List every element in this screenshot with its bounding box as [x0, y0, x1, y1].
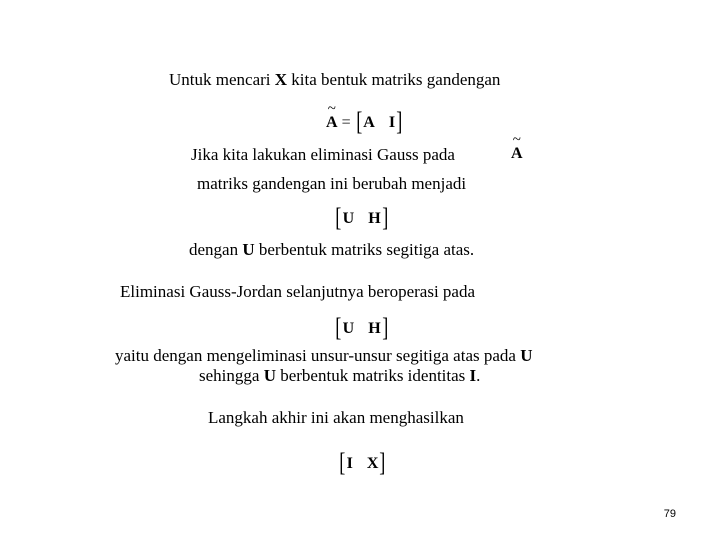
equation-u-h: [334, 203, 389, 233]
a-tilde-symbol: ~ A: [511, 145, 523, 163]
text-segment: Untuk mencari: [169, 70, 275, 89]
left-bracket: [: [355, 107, 362, 136]
equation-i-x: [338, 448, 387, 478]
matrix-entry: I: [388, 114, 396, 131]
text-segment: kita bentuk matriks gandengan: [287, 70, 501, 89]
matrix-u-symbol: U: [520, 346, 533, 365]
text-segment: yaitu dengan mengeliminasi unsur-unsur segitiga atas pada: [115, 346, 521, 365]
right-bracket: ]: [379, 448, 386, 477]
matrix-entry: A: [363, 114, 375, 131]
right-bracket: ]: [381, 313, 389, 342]
text-line-7: [199, 366, 480, 386]
text-segment: sehingga: [199, 366, 264, 385]
inline-a-tilde: [511, 145, 523, 163]
left-bracket: [: [335, 313, 342, 342]
matrix-entry: I: [346, 455, 353, 472]
matrix-entry: X: [366, 455, 379, 472]
equation-augmented-matrix: [326, 107, 404, 137]
text-line-8: [208, 408, 464, 428]
equals-sign: =: [341, 114, 351, 131]
text-segment: dengan: [189, 240, 243, 259]
text-line-4: [189, 240, 474, 260]
left-bracket: [: [335, 203, 342, 232]
equation-u-h-2: [334, 313, 389, 343]
text-line-5: [120, 282, 475, 302]
text-line-6: [115, 346, 532, 366]
matrix-u-symbol: U: [242, 240, 255, 259]
right-bracket: ]: [396, 107, 403, 136]
a-tilde-symbol: ~ A: [326, 114, 338, 132]
matrix-entry: U: [342, 320, 355, 337]
text-segment: Langkah akhir ini akan menghasilkan: [208, 408, 464, 427]
text-segment: matriks gandengan ini berubah menjadi: [197, 174, 467, 193]
matrix-i-symbol: I: [469, 366, 477, 385]
matrix-entry: H: [368, 210, 381, 227]
matrix-u-symbol: U: [263, 366, 276, 385]
text-line-2: [191, 145, 455, 165]
matrix-entry: H: [368, 320, 381, 337]
text-line-1: [169, 70, 500, 90]
matrix-x-symbol: X: [274, 70, 288, 89]
text-segment: Jika kita lakukan eliminasi Gauss pada: [191, 145, 455, 164]
left-bracket: [: [339, 448, 346, 477]
text-segment: berbentuk matriks segitiga atas.: [254, 240, 475, 259]
text-line-3: [197, 174, 466, 194]
page-number: 79: [663, 508, 676, 520]
text-segment: .: [476, 366, 481, 385]
matrix-entry: U: [342, 210, 355, 227]
text-segment: Eliminasi Gauss-Jordan selanjutnya beroperasi pada: [120, 282, 476, 301]
text-segment: berbentuk matriks identitas: [275, 366, 470, 385]
right-bracket: ]: [381, 203, 389, 232]
